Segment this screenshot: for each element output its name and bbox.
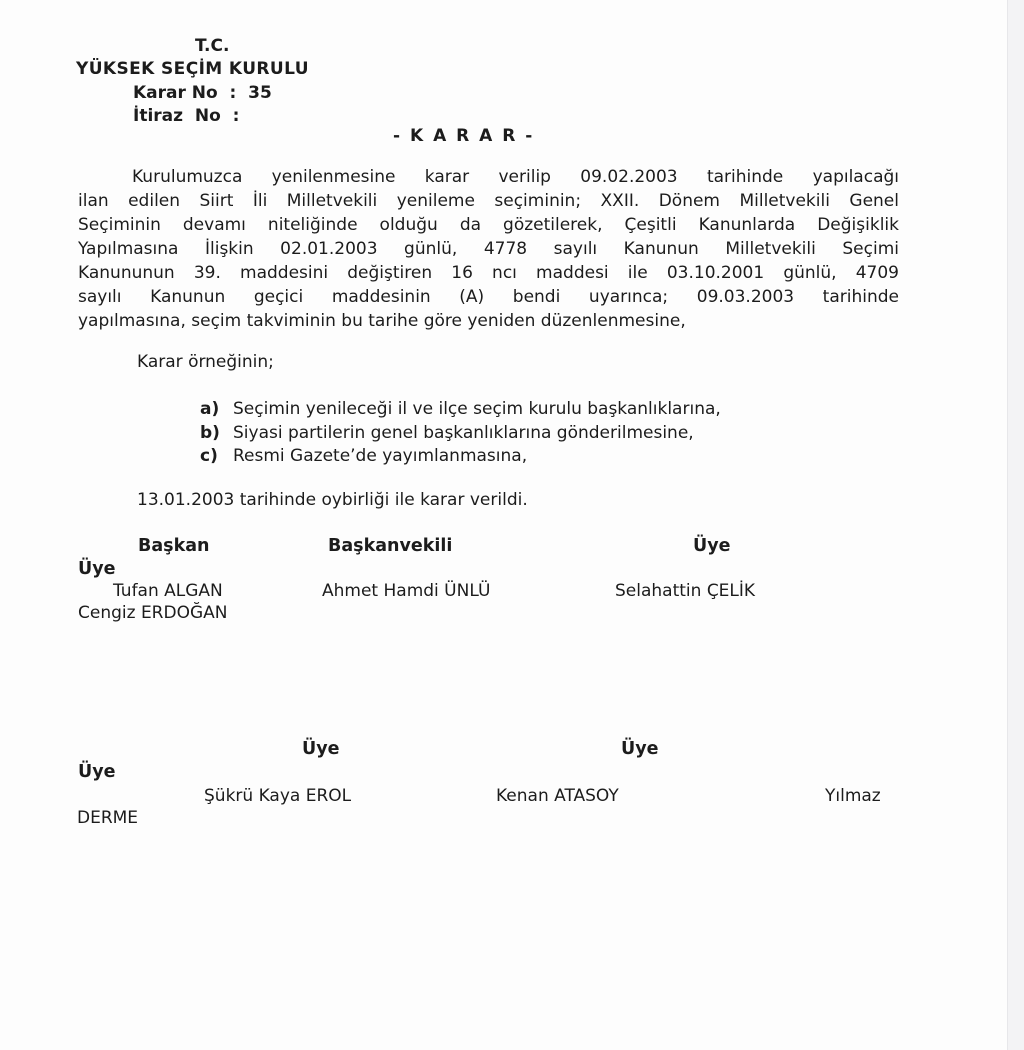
decision-date-line: 13.01.2003 tarihinde oybirliği ile karar verildi.	[137, 490, 528, 510]
list-item-letter: b)	[200, 423, 220, 443]
signature-name-yilmaz: Yılmaz	[825, 786, 881, 806]
list-item-a	[200, 399, 721, 419]
list-item-text: Siyasi partilerin genel başkanlıklarına gönderilmesine,	[233, 423, 694, 443]
signature-name-selahattin-celik: Selahattin ÇELİK	[615, 581, 756, 601]
paragraph-line: Kanununun 39. maddesini değiştiren 16 ncı maddesi ile 03.10.2001 günlü, 4709	[78, 263, 899, 283]
signature-name-tufan-algan: Tufan ALGAN	[113, 581, 223, 601]
paragraph-line: Seçiminin devamı niteliğinde olduğu da gözetilerek, Çeşitli Kanunlarda Değişiklik	[78, 215, 899, 235]
signature-name-kenan-atasoy: Kenan ATASOY	[496, 786, 619, 806]
signature-name-derme: DERME	[77, 808, 139, 828]
list-item-b	[200, 423, 694, 443]
paragraph-line: sayılı Kanunun geçici maddesinin (A) bendi uyarınca; 09.03.2003 tarihinde	[78, 287, 899, 307]
signature-title-baskan: Başkan	[138, 536, 210, 556]
subject-line: Karar örneğinin;	[137, 352, 274, 372]
list-item-letter: a)	[200, 399, 220, 419]
decision-title: - K A R A R -	[393, 126, 535, 146]
republic-heading: T.C.	[195, 36, 230, 56]
paragraph-line: Kurulumuzca yenilenmesine karar verilip 09.02.2003 tarihinde yapılacağı	[132, 167, 899, 187]
list-item-text: Resmi Gazete’de yayımlanmasına,	[233, 446, 528, 466]
list-item-text: Seçimin yenileceği il ve ilçe seçim kurulu başkanlıklarına,	[233, 399, 721, 419]
page-edge-shadow	[1007, 0, 1024, 1050]
signature-title-uye-2: Üye	[78, 559, 116, 579]
signature-title-baskanvekili: Başkanvekili	[328, 536, 453, 556]
appeal-number: İtiraz No :	[133, 106, 240, 126]
institution-heading: YÜKSEK SEÇİM KURULU	[76, 59, 309, 79]
list-item-letter: c)	[200, 446, 218, 466]
paragraph-line: Yapılmasına İlişkin 02.01.2003 günlü, 4778 sayılı Kanunun Milletvekili Seçimi	[78, 239, 899, 259]
paragraph-line: ilan edilen Siirt İli Milletvekili yenileme seçiminin; XXII. Dönem Milletvekili Genel	[78, 191, 899, 211]
signature-name-sukru-kaya-erol: Şükrü Kaya EROL	[204, 786, 352, 806]
decision-number: Karar No : 35	[133, 83, 272, 103]
decision-paragraph	[78, 167, 899, 335]
signature-name-ahmet-hamdi-unlu: Ahmet Hamdi ÜNLÜ	[322, 581, 491, 601]
list-item-c	[200, 446, 527, 466]
signature-title-uye-1: Üye	[693, 536, 731, 556]
signature-title-uye-5: Üye	[78, 762, 116, 782]
signature-name-cengiz-erdogan: Cengiz ERDOĞAN	[78, 603, 228, 623]
signature-title-uye-3: Üye	[302, 739, 340, 759]
signature-title-uye-4: Üye	[621, 739, 659, 759]
paragraph-line: yapılmasına, seçim takviminin bu tarihe göre yeniden düzenlenmesine,	[78, 311, 686, 331]
